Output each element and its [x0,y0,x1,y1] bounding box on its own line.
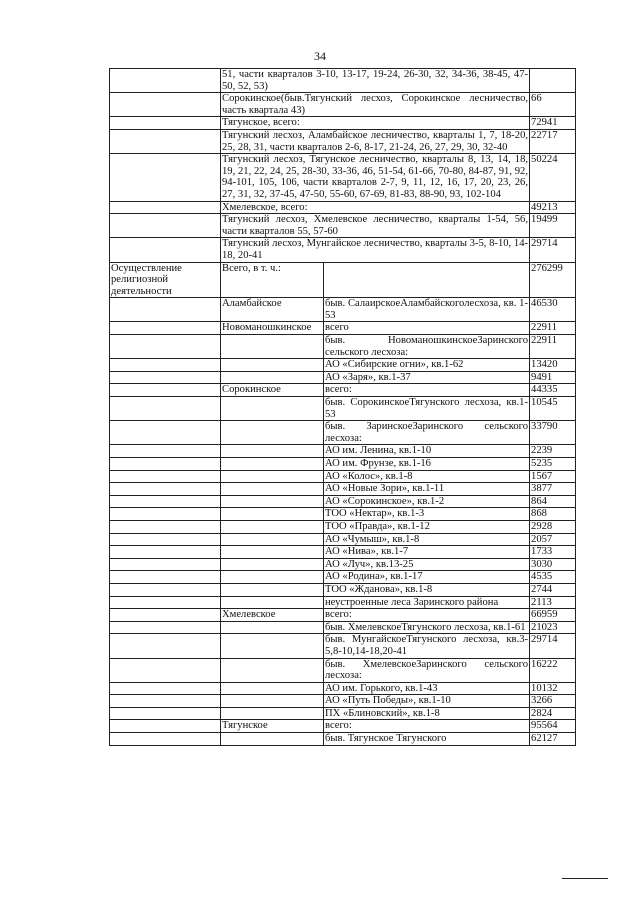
table-row [110,445,576,458]
table-row [110,707,576,720]
cell-c3: ТОО «Нектар», кв.1-3 [324,508,530,521]
table-row [110,262,576,298]
cell-c4: 1567 [530,470,576,483]
cell-c2: Хмелевское [221,609,324,622]
cell-c4: 95564 [530,720,576,733]
cell-c3: ТОО «Правда», кв.1-12 [324,520,530,533]
cell-c3: АО «Чумыш», кв.1-8 [324,533,530,546]
table-row [110,621,576,634]
cell-c1 [110,682,221,695]
table-row [110,335,576,359]
cell-c1 [110,483,221,496]
cell-c2 [221,733,324,746]
cell-c2: Сорокинское [221,384,324,397]
table-row [110,458,576,471]
cell-c2 [221,458,324,471]
cell-c2 [221,520,324,533]
cell-c2 [221,546,324,559]
table-row [110,238,576,262]
cell-c2 [221,695,324,708]
cell-c4: 19499 [530,214,576,238]
cell-c3: Хмелевское, всего: [221,201,530,214]
cell-c1 [110,214,221,238]
cell-c3: АО им. Фрунзе, кв.1-16 [324,458,530,471]
cell-c1 [110,359,221,372]
cell-c1 [110,707,221,720]
cell-c4: 13420 [530,359,576,372]
cell-c2 [221,658,324,682]
cell-c4: 9491 [530,371,576,384]
cell-c4: 66959 [530,609,576,622]
cell-c3 [324,262,530,298]
cell-c1 [110,445,221,458]
table-row [110,384,576,397]
cell-c4: 868 [530,508,576,521]
cell-c4: 2824 [530,707,576,720]
cell-c4: 10132 [530,682,576,695]
cell-c3: неустроенные леса Заринского района [324,596,530,609]
cell-c1 [110,238,221,262]
cell-c4: 2744 [530,583,576,596]
cell-c4: 2928 [530,520,576,533]
table-row [110,571,576,584]
cell-c2 [221,421,324,445]
table-row [110,117,576,130]
cell-c3: всего [324,322,530,335]
cell-c3: всего: [324,609,530,622]
table-row [110,201,576,214]
cell-c3: ТОО «Жданова», кв.1-8 [324,583,530,596]
cell-c1 [110,117,221,130]
cell-c4: 21023 [530,621,576,634]
table-row [110,371,576,384]
cell-c3: быв. СорокинскоеТягунского лесхоза, кв.1-53 [325,397,529,420]
cell-c1: Осуществление религиозной деятельности [110,262,221,298]
cell-c1 [110,397,221,421]
cell-c2 [221,571,324,584]
cell-c1 [110,520,221,533]
cell-c1 [110,733,221,746]
cell-c1 [110,384,221,397]
cell-c4: 2057 [530,533,576,546]
cell-c3: АО «Родина», кв.1-17 [324,571,530,584]
cell-c1 [110,508,221,521]
table-row [110,359,576,372]
table-row [110,720,576,733]
table-row [110,682,576,695]
table-row [110,69,576,93]
cell-c3: АО «Нива», кв.1-7 [324,546,530,559]
cell-c3: всего: [324,720,530,733]
cell-c1 [110,298,221,322]
cell-c3: Тягунский лесхоз, Хмелевское лесничество, кварталы 1-54, 56, части кварталов 55, 57-60 [222,214,529,237]
cell-c1 [110,533,221,546]
cell-c3: АО им. Ленина, кв.1-10 [324,445,530,458]
cell-c3: АО «Новые Зори», кв.1-11 [324,483,530,496]
cell-c1 [110,470,221,483]
cell-c1 [110,571,221,584]
cell-c3: всего: [324,384,530,397]
cell-c1 [110,695,221,708]
forest-allocation-table [109,68,576,746]
cell-c1 [110,546,221,559]
cell-c2 [221,335,324,359]
cell-c3: Тягунский лесхоз, Мунгайское лесничество, кварталы 3-5, 8-10, 14-18, 20-41 [222,238,529,261]
cell-c2 [221,707,324,720]
cell-c2: Аламбайское [221,298,324,322]
cell-c4 [530,69,576,93]
footer-rule [562,878,608,879]
cell-c1 [110,720,221,733]
cell-c3: АО «Колос», кв.1-8 [324,470,530,483]
cell-c2: Новоманошкинское [221,322,324,335]
cell-c4: 3030 [530,558,576,571]
cell-c1 [110,596,221,609]
cell-c3: быв. ХмелевскоеЗаринского сельского лесхоза: [325,658,529,682]
cell-c2 [221,445,324,458]
cell-c1 [110,93,221,117]
cell-c4: 3877 [530,483,576,496]
cell-c2 [221,621,324,634]
cell-c1 [110,583,221,596]
table-row [110,93,576,117]
cell-c4: 50224 [530,154,576,201]
table-row [110,397,576,421]
cell-c2: Тягунское [221,720,324,733]
cell-c4: 22911 [530,322,576,335]
cell-c3: Тягунский лесхоз, Аламбайское лесничество, кварталы 1, 7, 18-20, 25, 28, 31, части кварталов 2-6, 8-17, 21-24, 26, 27, 29, 30, 32-40 [222,129,529,153]
cell-c3: АО «Сибирские огни», кв.1-62 [324,359,530,372]
cell-c4: 10545 [530,397,576,421]
cell-c2 [221,558,324,571]
cell-c1 [110,201,221,214]
table-row [110,733,576,746]
cell-c1 [110,421,221,445]
cell-c2 [221,682,324,695]
cell-c1 [110,495,221,508]
cell-c2: Всего, в т. ч.: [221,262,324,298]
cell-c2 [221,495,324,508]
cell-c4: 864 [530,495,576,508]
cell-c2 [221,596,324,609]
cell-c3: Тягунский лесхоз, Тягунское лесничество, кварталы 8, 13, 14, 18, 19, 21, 22, 24, 25, 28-30, 33-36, 46, 51-54, 61-66, 70-80, 84-87, 91, 92, 94-101, 105, 106, части кварталов 2-7, 9, 11, 12, 16, 17, 20, 23, 26, 27, 31, 32, 37-45, 47-50, 55-60, 67-69, 81-83, 88-90, 93, 102-104 [222,154,529,200]
table-row [110,558,576,571]
table-row [110,546,576,559]
cell-c2 [221,483,324,496]
cell-c3: АО «Путь Победы», кв.1-10 [324,695,530,708]
cell-c1 [110,458,221,471]
cell-c4: 3266 [530,695,576,708]
table-row [110,596,576,609]
cell-c2 [221,533,324,546]
cell-c4: 22911 [530,335,576,359]
cell-c4: 1733 [530,546,576,559]
cell-c2 [221,634,324,658]
table-row [110,508,576,521]
cell-c3: АО «Луч», кв.13-25 [324,558,530,571]
cell-c4: 72941 [530,117,576,130]
cell-c4: 5235 [530,458,576,471]
cell-c4: 2113 [530,596,576,609]
cell-c3: быв. ХмелевскоеТягунского лесхоза, кв.1-61 [324,621,530,634]
cell-c3: быв. НовоманошкинскоеЗаринского сельского лесхоза: [325,335,529,358]
cell-c4: 66 [530,93,576,117]
cell-c1 [110,634,221,658]
cell-c3: 51, части кварталов 3-10, 13-17, 19-24, 26-30, 32, 34-36, 38-45, 47-50, 52, 53) [222,69,529,92]
page-number: 34 [314,49,326,63]
cell-c4: 49213 [530,201,576,214]
cell-c1 [110,371,221,384]
cell-c4: 62127 [530,733,576,746]
cell-c4: 276299 [530,262,576,298]
cell-c4: 29714 [530,238,576,262]
table-row [110,520,576,533]
table-row [110,154,576,201]
cell-c1 [110,658,221,682]
cell-c3: быв. Тягунское Тягунского [324,733,530,746]
cell-c3: АО «Заря», кв.1-37 [324,371,530,384]
cell-c3: быв. МунгайскоеТягунского лесхоза, кв.3-5,8-10,14-18,20-41 [325,634,529,657]
cell-c3: быв. СалаирскоеАламбайскоголесхоза, кв. 1-53 [325,298,529,321]
cell-c1 [110,335,221,359]
table-row [110,658,576,682]
table-row [110,470,576,483]
cell-c2 [221,508,324,521]
cell-c4: 29714 [530,634,576,658]
cell-c3: быв. ЗаринскоеЗаринского сельского лесхоза: [325,421,529,444]
cell-c4: 16222 [530,658,576,682]
table-row [110,322,576,335]
cell-c4: 4535 [530,571,576,584]
table-row [110,495,576,508]
table-row [110,298,576,322]
table-row [110,695,576,708]
cell-c1 [110,609,221,622]
cell-c4: 22717 [530,129,576,153]
table-row [110,421,576,445]
cell-c4: 46530 [530,298,576,322]
cell-c3: АО «Сорокинское», кв.1-2 [324,495,530,508]
cell-c2 [221,371,324,384]
cell-c3: ПХ «Блиновский», кв.1-8 [324,707,530,720]
table-row [110,483,576,496]
cell-c3: Сорокинское(быв.Тягунский лесхоз, Сорокинское лесничество, часть квартала 43) [222,93,529,116]
cell-c4: 44335 [530,384,576,397]
table-row [110,583,576,596]
table-row [110,129,576,153]
cell-c2 [221,397,324,421]
table-row [110,609,576,622]
cell-c1 [110,129,221,153]
cell-c4: 2239 [530,445,576,458]
table-row [110,214,576,238]
cell-c1 [110,154,221,201]
cell-c1 [110,621,221,634]
cell-c1 [110,69,221,93]
cell-c2 [221,583,324,596]
cell-c4: 33790 [530,421,576,445]
cell-c1 [110,558,221,571]
cell-c3: Тягунское, всего: [221,117,530,130]
cell-c2 [221,470,324,483]
cell-c2 [221,359,324,372]
table-row [110,634,576,658]
cell-c3: АО им. Горького, кв.1-43 [324,682,530,695]
table-row [110,533,576,546]
cell-c1 [110,322,221,335]
